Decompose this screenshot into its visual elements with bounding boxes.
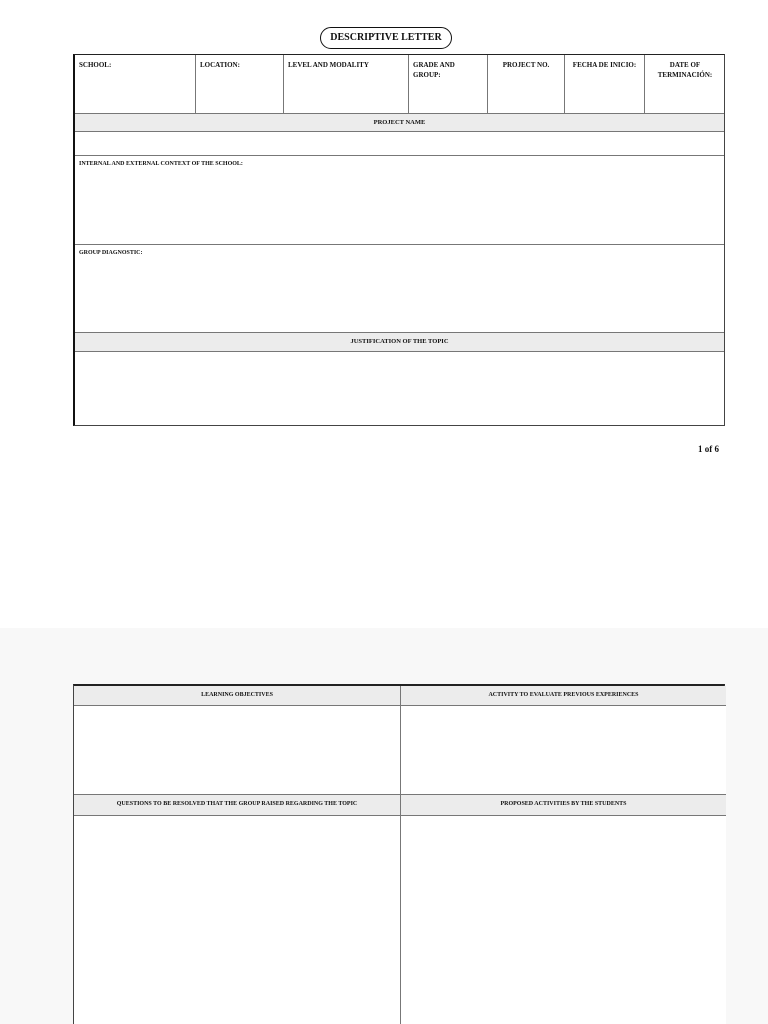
- objectives-table: [73, 684, 725, 1024]
- proposed-activities-header: PROPOSED ACTIVITIES BY THE STUDENTS: [401, 795, 726, 816]
- learning-objectives-header: LEARNING OBJECTIVES: [74, 686, 400, 706]
- right-column: [400, 686, 726, 1024]
- diagnostic-section[interactable]: [75, 245, 724, 333]
- document-title: DESCRIPTIVE LETTER: [320, 27, 452, 49]
- project-name-header: PROJECT NAME: [75, 114, 724, 132]
- context-section[interactable]: [75, 156, 724, 245]
- left-column: [74, 686, 400, 1024]
- questions-field[interactable]: [74, 816, 400, 1024]
- level-modality-field[interactable]: LEVEL AND MODALITY: [284, 55, 409, 114]
- learning-objectives-field[interactable]: [74, 706, 400, 795]
- header-row: [75, 55, 724, 114]
- start-date-field[interactable]: FECHA DE INICIO:: [565, 55, 645, 114]
- activity-previous-field[interactable]: [401, 706, 726, 795]
- justification-header: JUSTIFICATION OF THE TOPIC: [75, 333, 724, 352]
- school-field[interactable]: SCHOOL:: [75, 55, 196, 114]
- questions-header: QUESTIONS TO BE RESOLVED THAT THE GROUP RAISED REGARDING THE TOPIC: [74, 795, 400, 816]
- project-name-field[interactable]: [75, 132, 724, 156]
- proposed-activities-field[interactable]: [401, 816, 726, 1024]
- grade-group-field[interactable]: GRADE AND GROUP:: [409, 55, 488, 114]
- page-number: 1 of 6: [698, 444, 719, 454]
- activity-previous-header: ACTIVITY TO EVALUATE PREVIOUS EXPERIENCES: [401, 686, 726, 706]
- context-label: INTERNAL AND EXTERNAL CONTEXT OF THE SCHOOL:: [79, 161, 243, 167]
- justification-field[interactable]: [75, 352, 724, 425]
- project-number-field[interactable]: PROJECT NO.: [488, 55, 565, 114]
- project-form-table: [73, 54, 725, 426]
- location-field[interactable]: LOCATION:: [196, 55, 284, 114]
- diagnostic-label: GROUP DIAGNOSTIC:: [79, 250, 143, 256]
- end-date-field[interactable]: DATE OF TERMINACIÓN:: [657, 61, 713, 79]
